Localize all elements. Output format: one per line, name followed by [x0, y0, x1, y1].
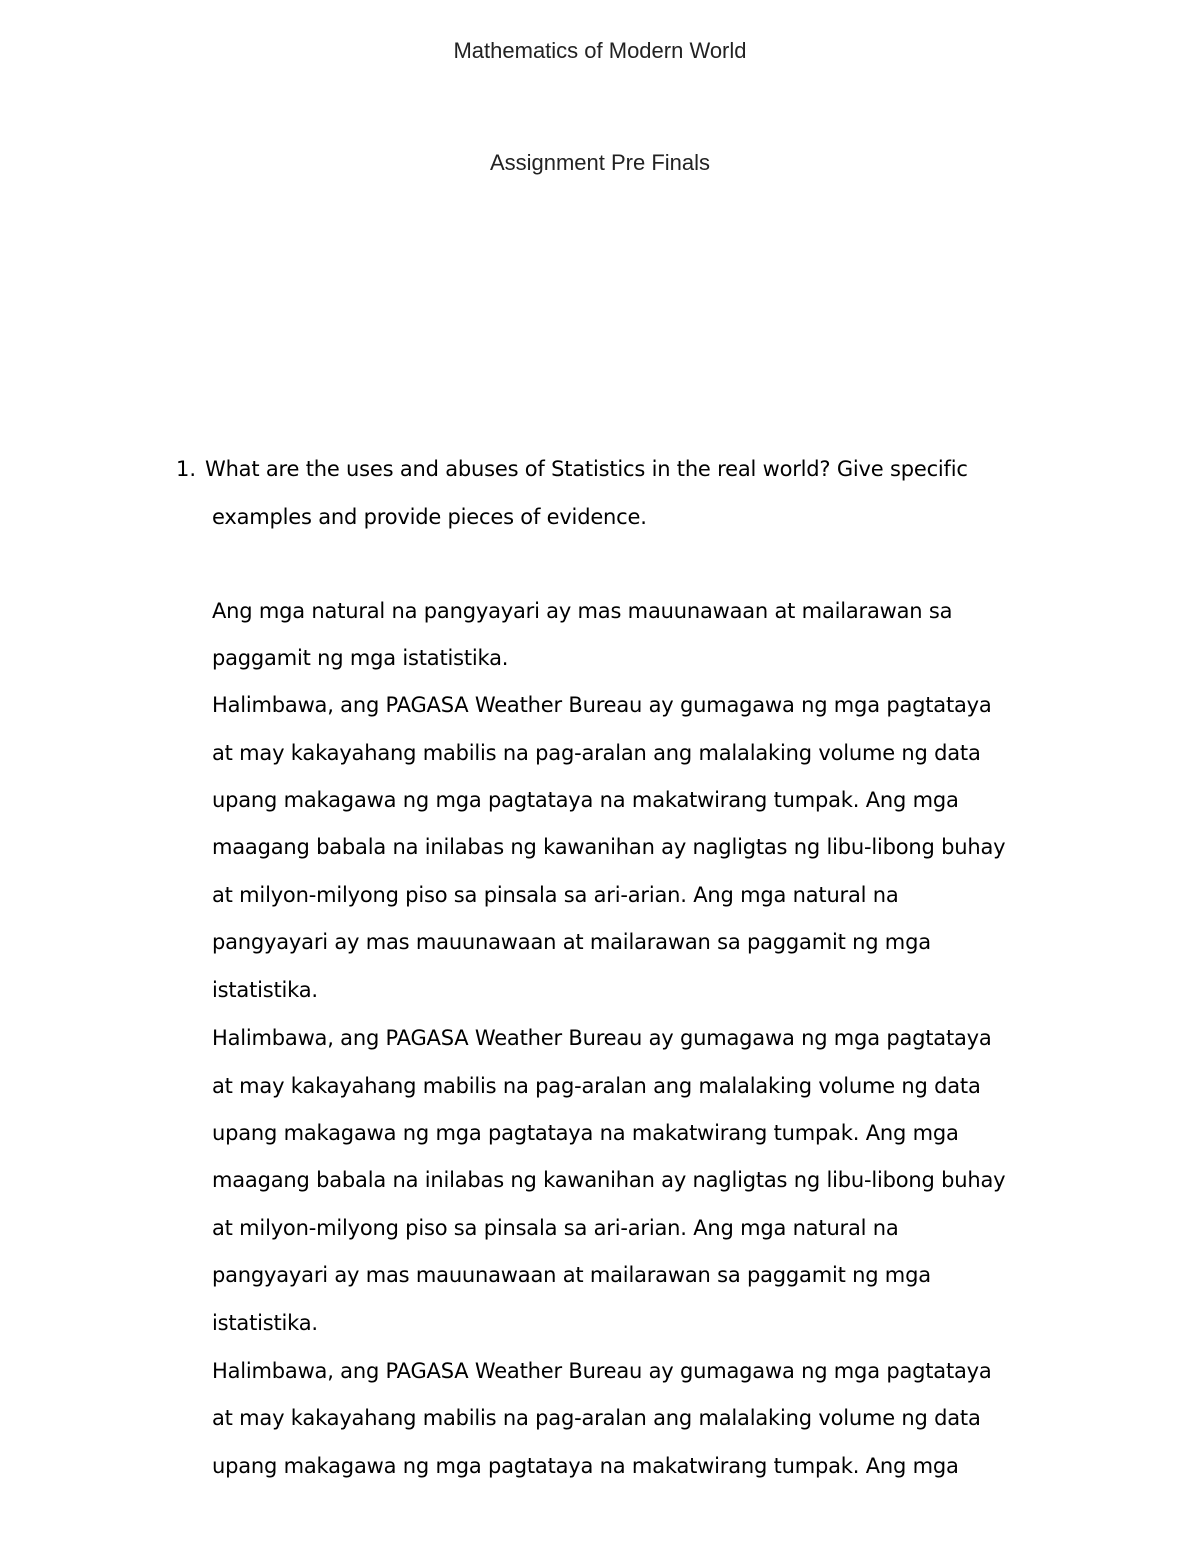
answer-line: upang makagawa ng mga pagtataya na makatwirang tumpak. Ang mga: [212, 1454, 959, 1478]
question-line: What are the uses and abuses of Statistics in the real world? Give specific: [205, 457, 968, 481]
answer-line: upang makagawa ng mga pagtataya na makatwirang tumpak. Ang mga: [212, 788, 959, 812]
answer-line: maagang babala na inilabas ng kawanihan ay nagligtas ng libu-libong buhay: [212, 835, 1006, 859]
answer-line: pangyayari ay mas mauunawaan at mailarawan sa paggamit ng mga: [212, 1263, 931, 1287]
answer-line: Ang mga natural na pangyayari ay mas mauunawaan at mailarawan sa: [212, 599, 953, 623]
answer-line: at milyon-milyong piso sa pinsala sa ari-arian. Ang mga natural na: [212, 1216, 899, 1240]
answer-line: Halimbawa, ang PAGASA Weather Bureau ay gumagawa ng mga pagtataya: [212, 693, 992, 717]
answer-line: paggamit ng mga istatistika.: [212, 646, 509, 670]
document-title: Mathematics of Modern World: [453, 38, 747, 63]
answer-line: Halimbawa, ang PAGASA Weather Bureau ay gumagawa ng mga pagtataya: [212, 1026, 992, 1050]
question-number: 1.: [176, 457, 197, 481]
answer-line: at may kakayahang mabilis na pag-aralan ang malalaking volume ng data: [212, 1074, 981, 1098]
answer-line: pangyayari ay mas mauunawaan at mailarawan sa paggamit ng mga: [212, 930, 931, 954]
question-line: examples and provide pieces of evidence.: [212, 505, 647, 529]
answer-line: istatistika.: [212, 1311, 318, 1335]
answer-line: at may kakayahang mabilis na pag-aralan ang malalaking volume ng data: [212, 741, 981, 765]
answer-line: maagang babala na inilabas ng kawanihan ay nagligtas ng libu-libong buhay: [212, 1168, 1006, 1192]
answer-line: at may kakayahang mabilis na pag-aralan ang malalaking volume ng data: [212, 1406, 981, 1430]
document-subtitle: Assignment Pre Finals: [489, 150, 711, 175]
answer-line: at milyon-milyong piso sa pinsala sa ari-arian. Ang mga natural na: [212, 883, 899, 907]
answer-line: upang makagawa ng mga pagtataya na makatwirang tumpak. Ang mga: [212, 1121, 959, 1145]
answer-line: Halimbawa, ang PAGASA Weather Bureau ay gumagawa ng mga pagtataya: [212, 1359, 992, 1383]
answer-line: istatistika.: [212, 978, 318, 1002]
